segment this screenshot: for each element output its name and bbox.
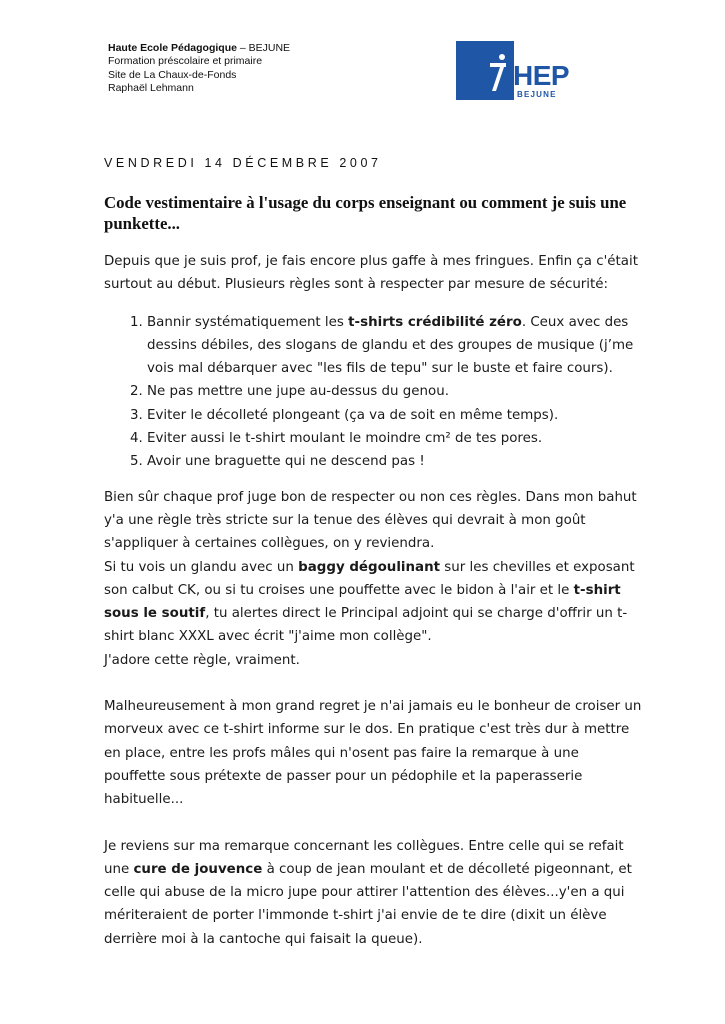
hep-logo bbox=[456, 41, 578, 101]
logo-figure-icon bbox=[456, 41, 514, 100]
school-name: Haute Ecole Pédagogique bbox=[108, 42, 237, 54]
list-item: 2. Ne pas mettre une jupe au-dessus du genou. bbox=[147, 380, 644, 403]
list-item: 4. Eviter aussi le t-shirt moulant le moindre cm² de tes pores. bbox=[147, 427, 644, 450]
author-line: Raphaël Lehmann bbox=[108, 82, 194, 95]
paragraph-2: Bien sûr chaque prof juge bon de respecter ou non ces règles. Dans mon bahut y'a une règle très stricte sur la tenue des élèves qui devrait à mon goût s'appliquer à certaines collègues, on y reviendra. bbox=[104, 489, 637, 552]
list-item: 3. Eviter le décolleté plongeant (ça va de soit en même temps). bbox=[147, 404, 644, 427]
paragraph-6: Je reviens sur ma remarque concernant les collègues. Entre celle qui se refait une cure de jouvence à coup de jean moulant et de décolleté pigeonnant, et celle qui abuse de la micro jupe pour attirer l'attention des élèves...y'en a qui mériteraient de porter l'immonde t-shirt j'ai envie de te dire (dixit un élève derrière moi à la cantoche qui faisait la queue). bbox=[104, 838, 632, 947]
site-line: Site de La Chaux-de-Fonds bbox=[108, 68, 237, 81]
intro-paragraph: Depuis que je suis prof, je fais encore plus gaffe à mes fringues. Enfin ça c'était surtout au début. Plusieurs règles sont à respecter par mesure de sécurité: bbox=[104, 254, 638, 293]
institution-header bbox=[108, 42, 290, 96]
logo-bejune-text: BEJUNE bbox=[517, 90, 557, 99]
paragraph-3: Si tu vois un glandu avec un baggy dégoulinant sur les chevilles et exposant son calbut CK, ou si tu croises une pouffette avec le bidon à l'air et le t-shirt sous le soutif, tu alertes direct le Principal adjoint qui se charge d'offrir un t-shirt blanc XXXL avec écrit "j'aime mon collège". bbox=[104, 559, 635, 645]
rules-list bbox=[104, 311, 644, 474]
list-item: 5. Avoir une braguette qui ne descend pas ! bbox=[147, 450, 644, 473]
logo-square bbox=[456, 41, 514, 100]
paragraph-5: Malheureusement à mon grand regret je n'ai jamais eu le bonheur de croiser un morveux avec ce t-shirt informe sur le dos. En pratique c'est très dur à mettre en place, entre les profs mâles qui n'osent pas faire la remarque à une pouffette sous prétexte de passer pour un pédophile et la paperasserie habituelle... bbox=[104, 699, 642, 808]
school-suffix: – BEJUNE bbox=[236, 42, 291, 54]
logo-hep-text: HEP bbox=[513, 60, 570, 91]
paragraph-4: J'adore cette règle, vraiment. bbox=[104, 652, 300, 668]
post-title: Code vestimentaire à l'usage du corps enseignant ou comment je suis une punkette... bbox=[104, 193, 627, 233]
paragraph-gap bbox=[104, 812, 644, 835]
school-line bbox=[108, 42, 290, 55]
list-item: 1. Bannir systématiquement les t-shirts crédibilité zéro. Ceux avec des dessins débiles, des slogans de glandu et des groupes de musique (j’me vois mal débarquer avec "les fils de tepu" sur le buste et faire cours). bbox=[147, 311, 644, 381]
post-body bbox=[104, 250, 644, 951]
program-line: Formation préscolaire et primaire bbox=[108, 55, 263, 68]
post-date: VENDREDI 14 DÉCEMBRE 2007 bbox=[104, 156, 382, 170]
paragraph-gap bbox=[104, 672, 644, 695]
